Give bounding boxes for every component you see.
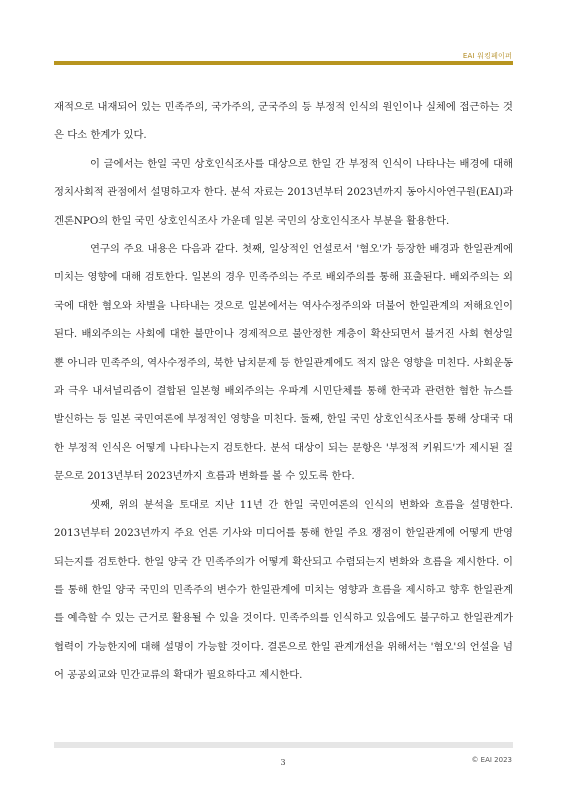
paragraph-2: 이 글에서는 한일 국민 상호인식조사를 대상으로 한일 간 부정적 인식이 나타나는 배경에 대해 정치사회적 관점에서 설명하고자 한다. 분석 자료는 2013년부터 2023년까지 동아시아연구원(EAI)과 겐론NPO의 한일 국민 상호인식조사 가운데 일본 국민의 상호인식조사 부분을 활용한다.: [54, 157, 513, 227]
header-rule: [54, 61, 513, 65]
footer-rule: [54, 742, 513, 748]
paragraph-3: 연구의 주요 내용은 다음과 같다. 첫째, 일상적인 언설로서 '혐오'가 등장한 배경과 한일관계에 미치는 영향에 대해 검토한다. 일본의 경우 민족주의는 주로 배외주의를 통해 표출된다. 배외주의는 외국에 대한 혐오와 차별을 나타내는 것으로 일본에서는 역사수정주의와 더불어 한일관계의 저해요인이 된다. 배외주의는 사회에 대한 불만이나 경제적으로 불안정한 계층이 확산되면서 불거진 사회 현상일 뿐 아니라 민족주의, 역사수정주의, 북한 납치문제 등 한일관계에도 적지 않은 영향을 미친다. 사회운동과 극우 내셔널리즘이 결합된 일본형 배외주의는 우파계 시민단체를 통해 한국과 관련한 혐한 뉴스를 발신하는 등 일본 국민여론에 부정적인 영향을 미친다. 둘째, 한일 국민 상호인식조사를 통해 상대국 대한 부정적 인식은 어떻게 나타나는지 검토한다. 분석 대상이 되는 문항은 '부정적 키워드'가 제시된 질문으로 2013년부터 2023년까지 흐름과 변화를 볼 수 있도록 한다.: [54, 243, 513, 483]
header-label: EAI 워킹페이퍼: [462, 52, 512, 60]
paragraph-4: 셋째, 위의 분석을 토대로 지난 11년 간 한일 국민여론의 인식의 변화와 흐름을 설명한다. 2013년부터 2023년까지 주요 언론 기사와 미디어를 통해 한일 주요 쟁점이 한일관계에 어떻게 반영되는지를 검토한다. 한일 양국 간 민족주의가 어떻게 확산되고 수렴되는지 변화와 흐름을 제시한다. 이를 통해 한일 양국 국민의 민족주의 변수가 한일관계에 미치는 영향과 흐름을 제시하고 향후 한일관계를 예측할 수 있는 근거로 활용될 수 있을 것이다. 민족주의를 인식하고 있음에도 불구하고 한일관계가 협력이 가능한지에 대해 설명이 가능할 것이다. 결론으로 한일 관계개선을 위해서는 '혐오'의 언설을 넘어 공공외교와 민간교류의 확대가 필요하다고 제시한다.: [54, 498, 513, 682]
body-text: [54, 93, 513, 690]
page-number: 3: [280, 758, 286, 767]
copyright: © EAI 2023: [471, 756, 512, 764]
paragraph-1: 재적으로 내재되어 있는 민족주의, 국가주의, 군국주의 등 부정적 인식의 원인이나 실체에 접근하는 것은 다소 한계가 있다.: [54, 101, 513, 142]
